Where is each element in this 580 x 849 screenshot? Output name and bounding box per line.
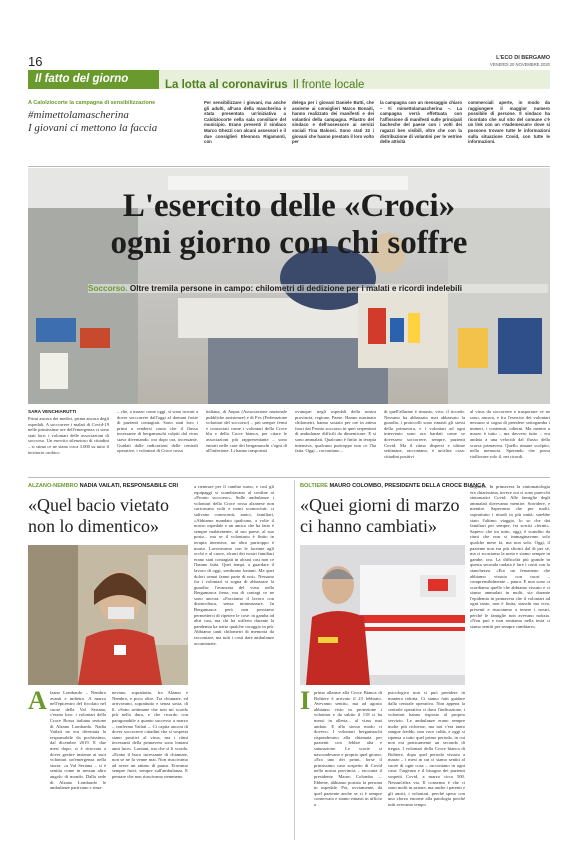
top-box-col2: delega per i giovani Daniele Butti, che assieme ai consiglieri Marco Bonaiti, hanno realizzato dei manifesti e dei volantini della campagna. Pilastro del sindaco e dell'assessore ai servizi sociali Tina Balossi. Sono stati 32 i giovani che hanno prestato il loro volto per	[292, 100, 374, 145]
section-topic-bold: La lotta al coronavirus	[165, 79, 288, 91]
right-story-side-col: negativo. In primavera la sintomatologia era chiarissima, invece ora ci sono parecchi sintomatici Covid. Alle famiglie degli ammalati dovevamo mentire. Sorridere, e mentire. Sapevamo che per molti, soprattutto i ritardi in più unità, sarebbe stato l'ultimo viaggio, lo so che dai familiari per sempre, fra sorrisi «fermi». Sapevo che tra tutto, oggi, è scandito da ritmi che non si immaginavano solo qualche mese fa, ma non solo. Oggi, il paziente non era più sfioriti dal di per sé, ma ci scorriamo la meta e siamo sempre in gambe, ora. La difficoltà più grande in questa seconda ondata è fare i conti con la stanchezza. «Ero un fenomeno che abbiamo vissuto con cuori – comprensibilmente – paura. E non sono ci scordiamo quello che abbiamo vissuto e ci siamo ammalati in molti, sia durante l'epidemia in primavera che il volontari ad ogni tanto, non è finita, stanchi ma viva, presenti e riuscimmo a tenere i nostri, perché le famiglie non avevano notizia. «Non può e non sentiamo nella testa ci siamo sentiti per sempre cambiare».	[470, 484, 550, 629]
section-topic-light: Il fronte locale	[292, 79, 365, 91]
issue-date: VENERDÌ 20 NOVEMBRE 2020	[489, 62, 550, 67]
left-story-kicker	[28, 483, 178, 489]
left-dropcap: A	[28, 686, 47, 715]
right-kicker-name: MAURO COLOMBO, PRESIDENTE DELLA CROCE BIANCA	[329, 483, 486, 489]
top-box-col1: Per sensibilizzare i giovani, ma anche gli adulti, all'uso della mascherina è stata presentata un'iniziativa a Calolziocorte nella sala consiliare del municipio. Erano presenti il sindaco Marco Ghezzi con alcuni assessori e il due consiglieri Eleonora Rigamonti, con	[204, 100, 286, 145]
top-box	[28, 96, 550, 164]
right-story-col2: psicologico non si può prendere in maniera ridotta. Ci siamo fatti guidare dalla centrale operativa. Non appena la centrale operativa ci dava l'indicazione, i volontari hanno risposto al proprio servizio. Le ambulanze erano sempre molte più richieste, ma noi c'era tanto sangue freddo, una voce calda, e oggi si ripensa a tutto quel primo periodo, in cui non era praticamente un secondo di tregua. I volontari della Croce bianca di Boltiere, dopo quel periodo vissuto a marzo – i mesi in cui ci siamo sentiti al cuore di ogni cosa – raccontano in ogni caso: l'urgenza e il bisogno dei pazienti sospetti Covid, a marzo circa 500. Nessun'altra via. Il consenso è che ci sono molti in azione, ma anche i parenti e gli amici, i volontari, perché speso con uno sforzo enorme alla patologia poiché tutti avevamo tempo	[388, 690, 465, 807]
main-col4: ovunque: negli ospedali della nostra provincia, regione, Paese. Hanno macinato chilometri, hanno sostato per ore in attesa fuori dai Pronto soccorso in quei serpentoni di ambulanze difficili da dimenticare. E si sono ammalati. Qualcuno è finito in terapia intensiva, qualcuno purtroppo non ce l'ha fatta. Oggi – raccontano –	[295, 409, 376, 454]
story-divider	[294, 480, 295, 840]
divider	[28, 477, 550, 478]
left-story-title	[28, 495, 208, 537]
left-title-line1: «Quel bacio vietato	[28, 495, 169, 515]
main-col1: Primi ancora dei medici, prima ancora degli ospedali. A soccorrere i malati di Covid-19 nelle primissime ore dell'emergenza ci sono stati loro: i volontari delle associazioni di soccorso. Un esercito silenzioso di cittadini – si stima ce ne siano circa 3.000 su tutto il territorio orobico	[28, 416, 109, 455]
top-box-col3: la campagna con un messaggio chiaro – #i mimettolamascherina –. La campagna verrà effettuata con l'affissione di manifesti sulle principali bacheche del paese con i volti dei ragazzi ben visibili, oltre che con la distribuzione di volantini per le vetrine delle attività	[380, 100, 462, 145]
right-story-title	[300, 495, 480, 537]
top-box-col4: commerciali aperte, in modo da raggiungere il maggior numero possibile di persone. Il sindaco ha ricordato che sul sito del comune c'è un link con un «Vademecum» dove si possono trovare tutte le informazioni sulla situazione Covid, con tutte le informazioni.	[468, 100, 550, 145]
top-box-title-line2: I giovani ci mettono la faccia	[28, 122, 158, 134]
top-box-kicker: A Calolziocorte la campagna di sensibilizzazione	[28, 100, 156, 106]
left-story-top-text: a rientrare per il cambio turno, e così gli equipaggi si scambiavano al confine ai «Pronto soccorso». Sulle ambulanze i volontari della Croce rossa alzanese non caricavano volti e nomi sconosciuti: ci salivano conoscenti, amici, familiari, «Abbiamo mandato qualcuno, a volte il nostro ospedale e un amico che ha fatto è sempre malatenente, al suo paese, al suo posto... ma se il volontario è finito in terapia intensiva, un altro purtroppo è morto. Lavoravamo con le lacrime agli occhi e al cuore, alcuni dei nostri familiari erano stati contagiati in alcuni casi non ce l'hanno fatta. Quei tempi, a guardare il lavoro di oggi, sembrano lontani. Ma quei dolori ormai fanno parte di noi». Nessuno fra i volontari si sogna di abbassare la guardia: l'avanzata del virus nella Bergamasca frena, ma di contagi ce ne sono ancora. «Facciamo il lavoro con disinvoltura, senza minimizzare. In Bergamasca però non possiamo permetterci di ripetere le cose: in gamba ad altri casi, ma chi ha sofferto durante la pandemia ha tratto qualche coraggio in più. Abbiamo tanti chilometri di memoria da raccontare, ma tutti i costi dare ambulanze accantonate.	[194, 484, 274, 646]
right-title-line1: «Quei giorni di marzo	[300, 495, 460, 515]
top-box-title	[28, 109, 200, 135]
main-headline	[28, 188, 550, 262]
left-story-col1: lzano Lombardo – Nembro avanti e indietro. A marzo nell'epicentro del focolaio nel cuore della Val Seriana, c'erano loro: i volontari della Croce Rossa italiana sezione di Alzano Lombardo. Nadia Vailati ne era diventata la responsabile da pochissimo, dal dicembre 2019. E due mesi dopo, si è ritrovata a dover gestire insieme ai suoi volontari un'emergenza nella storia: «a Val Seriana – si è sentita come in nessun altro angolo di mondo. Dalla sede di Alzano Lombardo le ambulanze partivano e rima-	[50, 690, 106, 791]
left-story-col2: nevano, soprattutto, fra Alzano e Nembro, e poco oltre. Tra chiamate, ed arrivavano, soprattutto e senza sosta, di lì. «Sono settimane che non mi scordo più nella dura, e che ricordo con paragonabile a quanto successo a marzo – conferma Vailati –. Ci capita ancora di dover soccorrere cittadini che si sospetta siano positivi al virus, ma i ritmi incessanti della primavera sono lontani anni luce». Lontani, ma che sì li scorda. «Erano il buco incessante di chiamate, non se ne fa venne mai. Non riuscivamo ad avere un attimo di pausa. Eravamo sempre fuori, sempre sull'ambulanza. E pensare che non riuscivamo nemmeno	[112, 690, 188, 779]
left-story-photo	[28, 545, 188, 685]
hero-photo	[28, 168, 550, 404]
right-story-photo	[300, 545, 465, 685]
right-story-col1: primo allarme alla Croce Bianca di Boltiere è arrivato il 23 febbraio. Avevamo sentito, ma ad agosto abbiamo visto in protezione i volontari e da subito il 118 ci ha messi in allerta... al virus mai andato. E allo stesso modo ci dovevo. I volontari bergamaschi rispondevano alla chiamata per pazienti con febbre alta e saturazione. Le scorte si nascondevano e proprio quel giorno, «Era uno dei primi, forse il primissimo caso sospetto di Covid nella nostra provincia – racconta il presidente Mauro Colombo –. Ebbene, abbiamo portato la persona in ospedale. Poi, ovviamente, da quel paziente anche se si è sempre conservato e siamo rimasti in ufficio a	[314, 690, 382, 807]
section-topic	[159, 70, 550, 89]
main-subhead	[88, 284, 548, 293]
main-col2: – che, a marzo come oggi, si sono trovati a dover soccorrere dall'oggi al domani frotte di pazienti contagiati. Sono stati loro i primi a rendersi conto che il flusso incessante di bergamaschi colpiti dal virus stava diventando, ora dopo ora, incessante. Guidati dalle indicazioni delle centrali operative, i volontari di Croce rossa	[117, 409, 198, 454]
page-number: 16	[28, 54, 43, 69]
byline: SARA VENCHIARUTTI	[28, 409, 77, 414]
section-label: Il fatto del giorno	[28, 70, 159, 89]
section-bar	[28, 70, 550, 89]
subhead-text: Oltre tremila persone in campo: chilometri di dedizione per i malati e ricordi indelebili	[129, 284, 463, 293]
portrait-nadia-vailati	[28, 545, 188, 685]
newspaper-name: L'ECO DI BERGAMO	[496, 55, 550, 61]
right-kicker-location: BOLTIERE	[300, 483, 328, 489]
main-headline-line2: ogni giorno con chi soffre	[110, 225, 468, 261]
right-title-line2: ci hanno cambiati»	[300, 516, 437, 536]
main-col5: di quell'allarme è rimasto, vivo, il ricordo. Nessuno ha abbassato mai abbassato la guardia, i protocolli sono rimasti gli stessi della primavera, e i volontari ad ogni intervento sono ora bardati come se dovessero soccorrere, sempre, pazienti Covid. Ma il ritmo dispersi e ultime settimane, raccontano, è un'altra cosa: cittadini positivi	[384, 409, 465, 459]
main-col6: al virus da soccorrere e trasportare ce ne sono, ancora, e fra l'esercito dei volontari nessuno si sogna di prendere sottogamba i numeri, i contenuti, odierni. Ma mentre a marzo è tutto – ma davvero tutto – era andata a una velocità dal flusso della scorsa primavera. Quello rimane scolpito, nella memoria. Sperando che possa riaffiorare solo il, nei ricordi.	[470, 409, 550, 459]
divider	[28, 166, 550, 167]
right-story-kicker	[300, 483, 485, 489]
main-col3: italiana, di Anpas (Associazione nazionale pubbliche assistenze) e di Fvs (Federazione volontari del soccorso) – più sempre fermi e consociati come i volontari della Croce blu e della Croce bianca, per citare le associazioni più rappresentante – sono entrati nelle case dei bergamaschi c'ogni dì all'infezione. Li hanno trasportati	[206, 409, 287, 454]
left-kicker-location: ALZANO-NEMBRO	[28, 483, 79, 489]
top-box-title-line1: #mimettolamascherina	[28, 109, 129, 121]
left-kicker-name: NADIA VAILATI, RESPONSABILE CRI	[79, 483, 179, 489]
left-title-line2: non lo dimentico»	[28, 516, 159, 536]
subhead-kicker: Soccorso.	[88, 284, 128, 293]
portrait-mauro-colombo-ambulance	[300, 545, 465, 685]
main-headline-line1: L'esercito delle «Croci»	[122, 188, 456, 224]
right-dropcap: I	[300, 686, 311, 715]
